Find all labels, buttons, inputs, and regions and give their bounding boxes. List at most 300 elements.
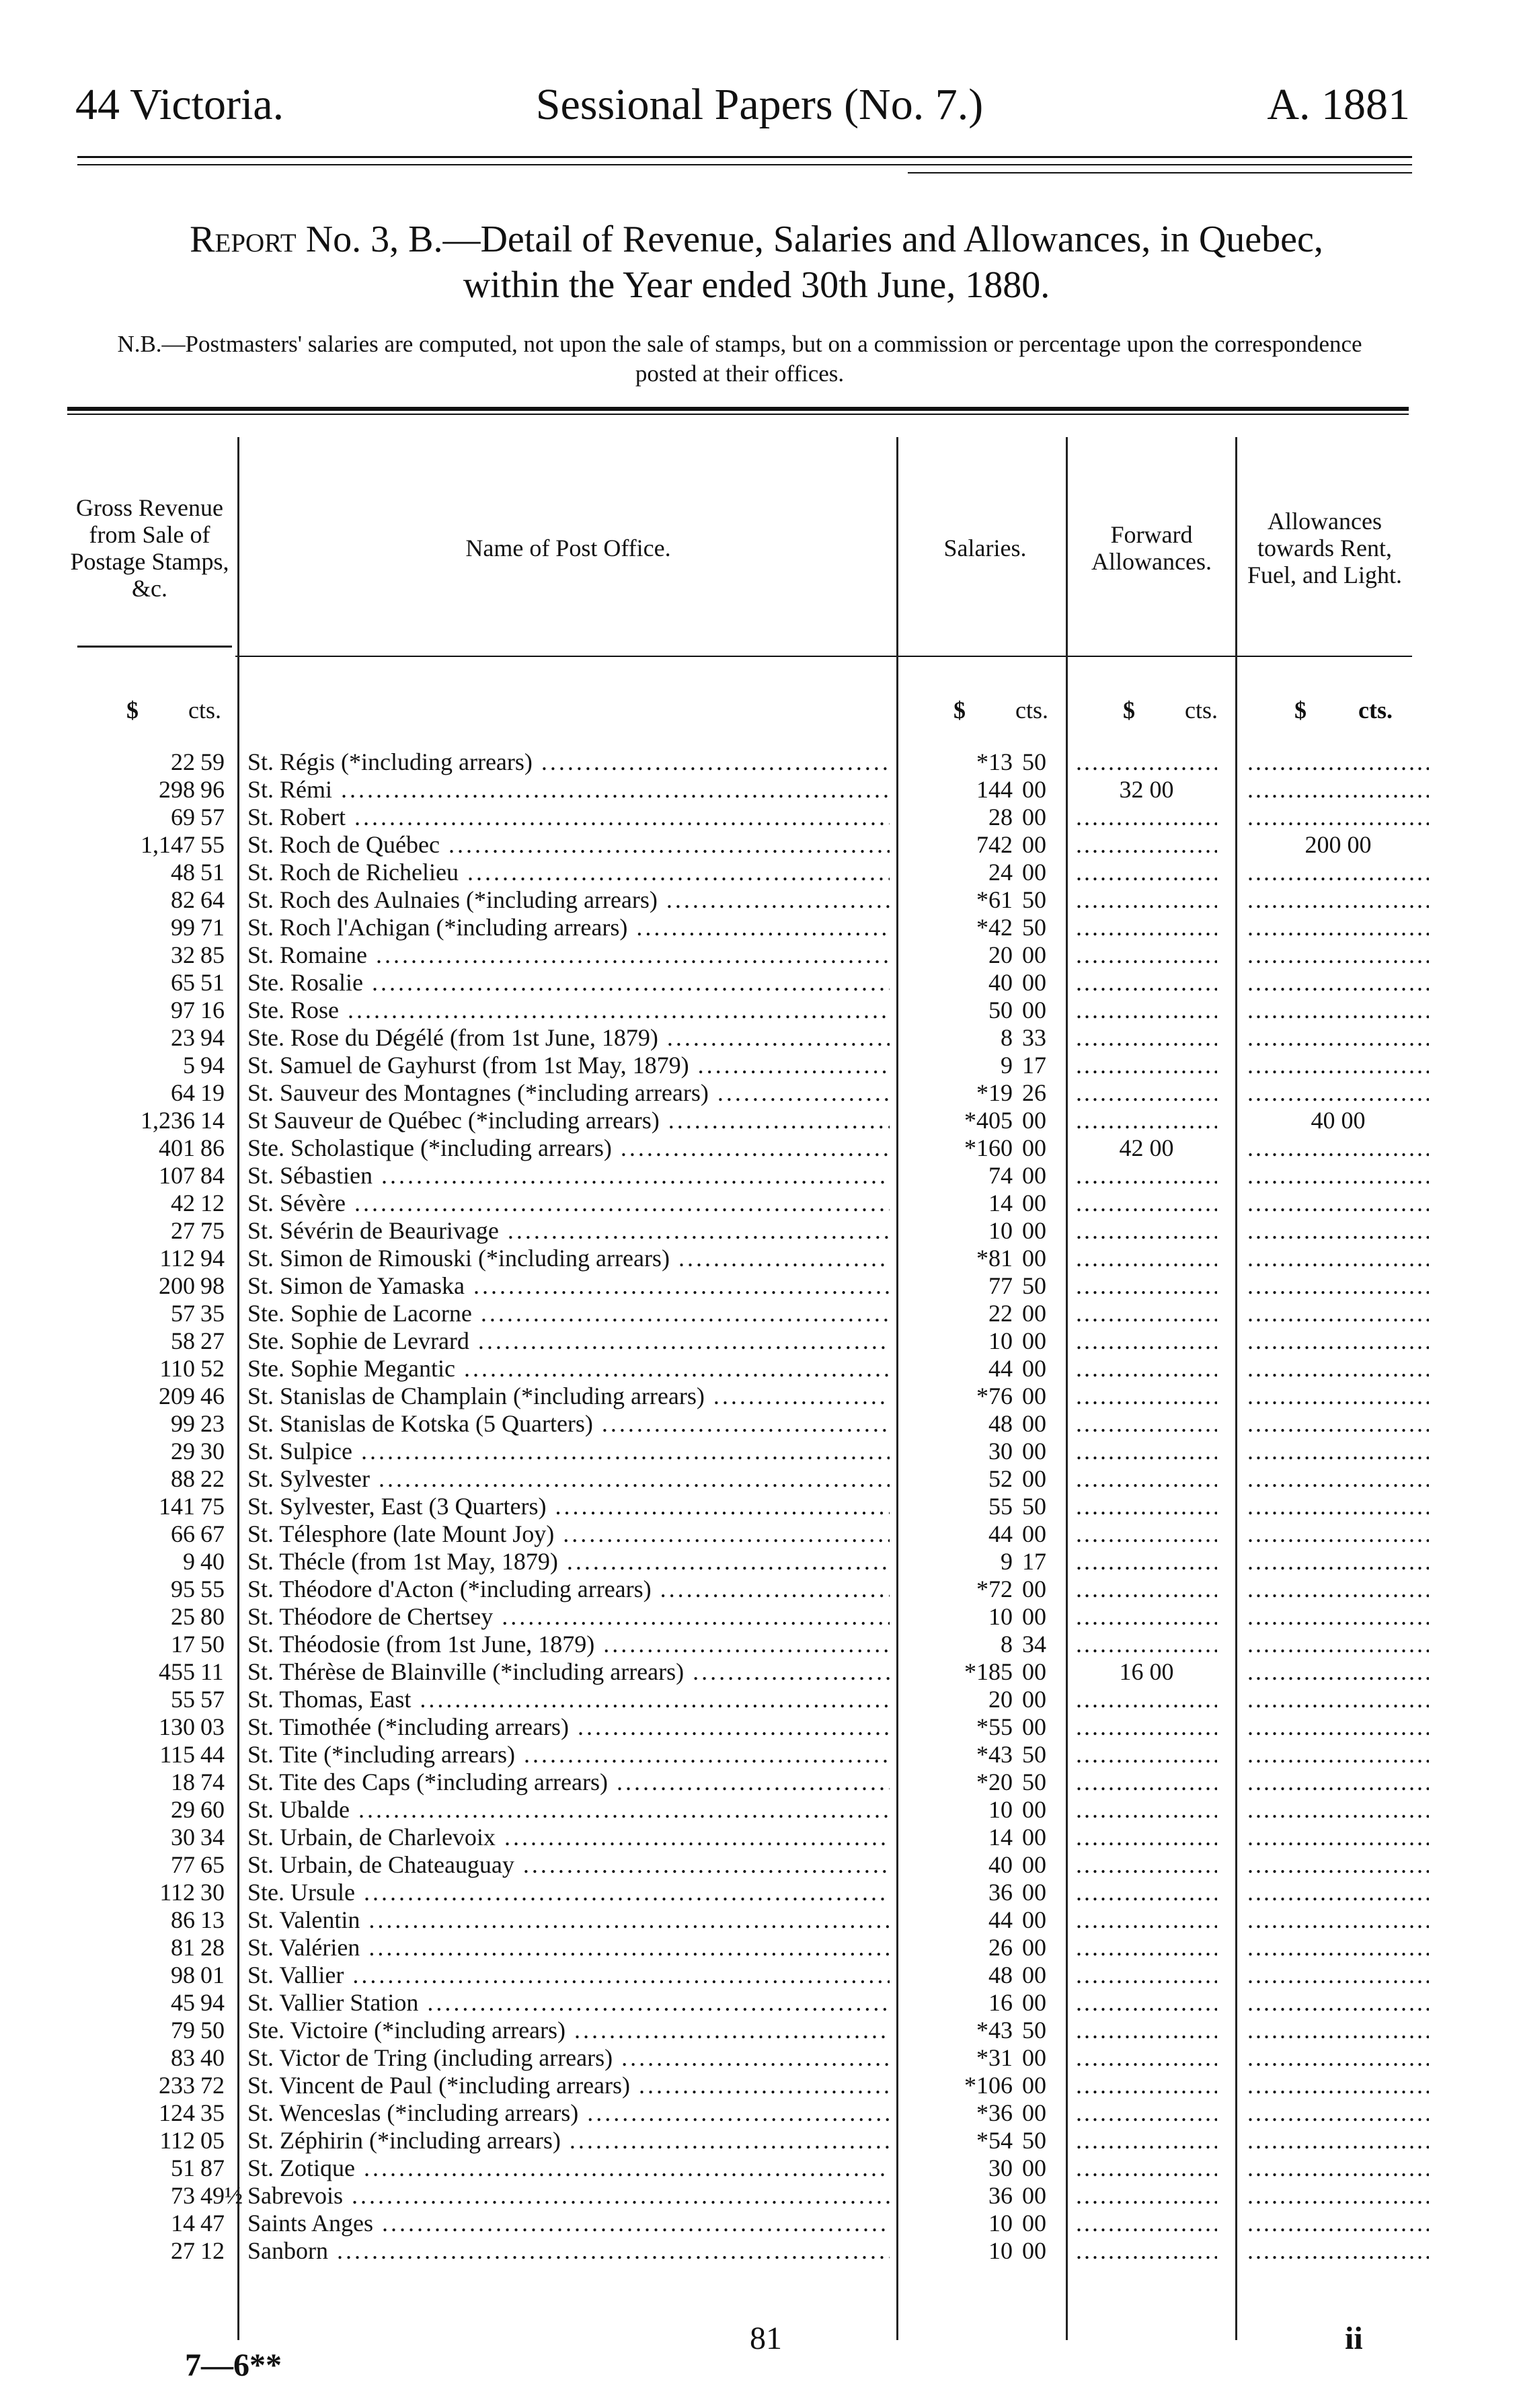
salary-dollars: 44 — [988, 1355, 1013, 1382]
revenue-cents: 34 — [200, 1824, 225, 1851]
table-row — [0, 1631, 1519, 1658]
salary-dollars: *185 — [964, 1658, 1013, 1685]
post-office-name: St. Sulpice ..... — [247, 1438, 890, 1465]
table-row — [0, 2099, 1519, 2127]
revenue-cents: 57 — [200, 1686, 225, 1713]
post-office-name: St. Zéphirin (*including arrears) ..... — [247, 2127, 890, 2154]
forward-allowance — [1076, 1989, 1217, 2017]
salary-cents: 00 — [1022, 859, 1046, 886]
post-office-name: St. Simon de Rimouski (*including arrears) ..... — [247, 1245, 890, 1272]
salary-cents: 00 — [1022, 1906, 1046, 1933]
post-office-name: St. Roch l'Achigan (*including arrears) ..... — [247, 914, 890, 941]
title-line2: within the Year ended 30th June, 1880. — [463, 264, 1050, 306]
revenue-cents: 94 — [200, 1989, 225, 2016]
forward-allowance — [1076, 997, 1217, 1024]
header-rule-2 — [77, 164, 1412, 165]
forward-allowance — [1076, 1327, 1217, 1355]
table-row — [0, 2237, 1519, 2265]
rent-fuel-light-allowance — [1247, 1686, 1429, 1713]
rent-fuel-light-allowance — [1247, 2237, 1429, 2265]
salary-cents: 00 — [1022, 1603, 1046, 1630]
revenue-dollars: 130 — [159, 1713, 195, 1740]
table-row — [0, 1190, 1519, 1217]
table-row — [0, 1272, 1519, 1300]
forward-allowance — [1076, 1024, 1217, 1052]
revenue-cents: 51 — [200, 969, 225, 996]
revenue-cents: 75 — [200, 1493, 225, 1520]
rent-fuel-light-allowance — [1247, 1162, 1429, 1190]
forward-allowance — [1076, 2072, 1217, 2099]
table-row — [0, 2182, 1519, 2210]
revenue-cents: 71 — [200, 914, 225, 941]
revenue-cents: 01 — [200, 1962, 225, 1988]
salary-cents: 26 — [1022, 1079, 1046, 1106]
post-office-name: Ste. Rose ..... — [247, 997, 890, 1024]
rent-fuel-light-allowance — [1247, 2099, 1429, 2127]
salary-dollars: 16 — [988, 1989, 1013, 2016]
forward-allowance — [1076, 1962, 1217, 1989]
salary-dollars: 24 — [988, 859, 1013, 886]
salary-dollars: *42 — [976, 914, 1013, 941]
rent-fuel-light-allowance — [1247, 1300, 1429, 1327]
unit-cents-revenue: cts. — [188, 697, 221, 724]
salary-dollars: 36 — [988, 2182, 1013, 2209]
revenue-dollars: 233 — [159, 2072, 195, 2099]
salary-cents: 00 — [1022, 1355, 1046, 1382]
salary-cents: 00 — [1022, 2154, 1046, 2181]
page-header — [0, 79, 1519, 140]
revenue-dollars: 14 — [171, 2210, 195, 2237]
col-header-office: Name of Post Office. — [465, 535, 671, 561]
salary-dollars: 36 — [988, 1879, 1013, 1906]
post-office-name: St. Roch de Québec ..... — [247, 831, 890, 859]
salary-dollars: 14 — [988, 1190, 1013, 1216]
post-office-name: St. Sévère ..... — [247, 1190, 890, 1217]
post-office-name: Sabrevois ..... — [247, 2182, 890, 2210]
forward-allowance — [1076, 1079, 1217, 1107]
table-row — [0, 1796, 1519, 1824]
forward-allowance — [1076, 941, 1217, 969]
table-row — [0, 1162, 1519, 1190]
unit-cents-salaries: cts. — [1015, 697, 1048, 724]
revenue-dollars: 51 — [171, 2154, 195, 2181]
table-row — [0, 1107, 1519, 1134]
rent-fuel-light-allowance — [1247, 1410, 1429, 1438]
salary-dollars: 26 — [988, 1934, 1013, 1961]
table-row — [0, 1520, 1519, 1548]
table-row — [0, 2154, 1519, 2182]
revenue-cents: 59 — [200, 748, 225, 775]
table-row — [0, 997, 1519, 1024]
rent-fuel-light-allowance — [1247, 2127, 1429, 2154]
revenue-cents: 50 — [200, 2017, 225, 2044]
salary-cents: 00 — [1022, 1658, 1046, 1685]
salary-cents: 00 — [1022, 1107, 1046, 1134]
post-office-name: St. Vincent de Paul (*including arrears) ..... — [247, 2072, 890, 2099]
unit-cents-allowances: cts. — [1358, 697, 1393, 724]
forward-allowance — [1076, 1796, 1217, 1824]
post-office-name: Ste. Ursule ..... — [247, 1879, 890, 1906]
salary-cents: 00 — [1022, 941, 1046, 968]
revenue-dollars: 455 — [159, 1658, 195, 1685]
forward-allowance — [1076, 2044, 1217, 2072]
revenue-cents: 86 — [200, 1134, 225, 1161]
rent-fuel-light-allowance — [1247, 804, 1429, 831]
revenue-dollars: 66 — [171, 1520, 195, 1547]
rent-fuel-light-allowance — [1247, 1989, 1429, 2017]
header-left: 44 Victoria. — [75, 80, 284, 129]
post-office-name: St. Thérèse de Blainville (*including arrears) ..... — [247, 1658, 890, 1686]
revenue-dollars: 9 — [183, 1548, 195, 1575]
revenue-cents: 80 — [200, 1603, 225, 1630]
salary-cents: 00 — [1022, 776, 1046, 803]
salary-dollars: *76 — [976, 1383, 1013, 1409]
table-row — [0, 831, 1519, 859]
rent-fuel-light-allowance — [1247, 1493, 1429, 1520]
rent-fuel-light-allowance — [1247, 1245, 1429, 1272]
revenue-cents: 87 — [200, 2154, 225, 2181]
salary-cents: 00 — [1022, 1576, 1046, 1602]
rent-fuel-light-allowance — [1247, 941, 1429, 969]
forward-allowance — [1076, 1631, 1217, 1658]
salary-dollars: 10 — [988, 2210, 1013, 2237]
unit-dollar-revenue: $ — [126, 697, 139, 724]
post-office-name: St. Stanislas de Kotska (5 Quarters) ..... — [247, 1410, 890, 1438]
post-office-name: St. Sauveur des Montagnes (*including arrears) ..... — [247, 1079, 890, 1107]
salary-cents: 00 — [1022, 1520, 1046, 1547]
forward-allowance — [1076, 1438, 1217, 1465]
table-row — [0, 1493, 1519, 1520]
forward-allowance — [1076, 2099, 1217, 2127]
table-top-rule — [67, 407, 1409, 411]
post-office-name: St. Robert ..... — [247, 804, 890, 831]
forward-allowance — [1076, 2017, 1217, 2044]
rent-fuel-light-allowance — [1247, 1272, 1429, 1300]
post-office-name: St. Stanislas de Champlain (*including arrears) ..... — [247, 1383, 890, 1410]
salary-cents: 50 — [1022, 2127, 1046, 2154]
revenue-dollars: 98 — [171, 1962, 195, 1988]
salary-dollars: 10 — [988, 1217, 1013, 1244]
rent-fuel-light-allowance — [1247, 1438, 1429, 1465]
rent-fuel-light-allowance — [1247, 2182, 1429, 2210]
title-line1: No. 3, B.—Detail of Revenue, Salaries and Allowances, in Quebec, — [296, 219, 1323, 260]
unit-dollar-allowances: $ — [1294, 697, 1307, 724]
salary-cents: 50 — [1022, 886, 1046, 913]
revenue-dollars: 42 — [171, 1190, 195, 1216]
revenue-cents: 74 — [200, 1769, 225, 1795]
revenue-cents: 12 — [200, 1190, 225, 1216]
revenue-cents: 16 — [200, 997, 225, 1023]
salary-dollars: 20 — [988, 1686, 1013, 1713]
post-office-name: St. Tite des Caps (*including arrears) ..... — [247, 1769, 890, 1796]
forward-allowance — [1076, 1520, 1217, 1548]
table-row — [0, 1769, 1519, 1796]
table-row — [0, 1300, 1519, 1327]
post-office-name: St. Timothée (*including arrears) ..... — [247, 1713, 890, 1741]
revenue-cents: 03 — [200, 1713, 225, 1740]
revenue-cents: 30 — [200, 1438, 225, 1465]
header-rule-3 — [908, 172, 1412, 173]
table-row — [0, 1686, 1519, 1713]
post-office-name: Ste. Sophie Megantic ..... — [247, 1355, 890, 1383]
salary-cents: 50 — [1022, 914, 1046, 941]
post-office-name: St. Thomas, East ..... — [247, 1686, 890, 1713]
forward-allowance — [1076, 1052, 1217, 1079]
revenue-dollars: 141 — [159, 1493, 195, 1520]
table-row — [0, 2044, 1519, 2072]
table-row — [0, 1438, 1519, 1465]
revenue-dollars: 27 — [171, 1217, 195, 1244]
revenue-dollars: 5 — [183, 1052, 195, 1079]
revenue-cents: 27 — [200, 1327, 225, 1354]
forward-allowance — [1076, 2210, 1217, 2237]
salary-dollars: *55 — [976, 1713, 1013, 1740]
post-office-name: St. Roch de Richelieu ..... — [247, 859, 890, 886]
rent-fuel-light-allowance — [1247, 1327, 1429, 1355]
salary-cents: 50 — [1022, 2017, 1046, 2044]
salary-dollars: 50 — [988, 997, 1013, 1023]
forward-allowance — [1076, 1824, 1217, 1851]
post-office-name: St. Thécle (from 1st May, 1879) ..... — [247, 1548, 890, 1576]
rent-fuel-light-allowance — [1247, 1052, 1429, 1079]
salary-cents: 00 — [1022, 1851, 1046, 1878]
forward-allowance — [1076, 2127, 1217, 2154]
unit-dollar-forward: $ — [1123, 697, 1135, 724]
salary-dollars: 40 — [988, 969, 1013, 996]
rent-fuel-light-allowance — [1247, 1079, 1429, 1107]
post-office-name: St. Vallier ..... — [247, 1962, 890, 1989]
table-row — [0, 2017, 1519, 2044]
revenue-dollars: 1,236 — [141, 1107, 195, 1134]
rent-fuel-light-allowance — [1247, 1769, 1429, 1796]
salary-cents: 00 — [1022, 1824, 1046, 1851]
post-office-name: St. Sylvester, East (3 Quarters) ..... — [247, 1493, 890, 1520]
salary-dollars: 30 — [988, 2154, 1013, 2181]
salary-cents: 50 — [1022, 1272, 1046, 1299]
table-row — [0, 1658, 1519, 1686]
post-office-name: St. Sévérin de Beaurivage ..... — [247, 1217, 890, 1245]
revenue-dollars: 115 — [159, 1741, 195, 1768]
salary-cents: 00 — [1022, 2099, 1046, 2126]
revenue-dollars: 55 — [171, 1686, 195, 1713]
table-row — [0, 1355, 1519, 1383]
header-rule-1 — [77, 156, 1412, 158]
post-office-name: St. Théodore d'Acton (*including arrears) ..... — [247, 1576, 890, 1603]
revenue-cents: 14 — [200, 1107, 225, 1134]
revenue-cents: 19 — [200, 1079, 225, 1106]
table-row — [0, 1383, 1519, 1410]
revenue-dollars: 112 — [159, 2127, 195, 2154]
forward-allowance — [1076, 1190, 1217, 1217]
salary-dollars: *13 — [976, 748, 1013, 775]
revenue-cents: 28 — [200, 1934, 225, 1961]
rent-fuel-light-allowance — [1247, 886, 1429, 914]
revenue-cents: 75 — [200, 1217, 225, 1244]
salary-cents: 00 — [1022, 1383, 1046, 1409]
rent-fuel-light-allowance — [1247, 969, 1429, 997]
post-office-name: St. Roch des Aulnaies (*including arrears) ..... — [247, 886, 890, 914]
salary-cents: 00 — [1022, 1796, 1046, 1823]
revenue-cents: 11 — [200, 1658, 224, 1685]
revenue-dollars: 79 — [171, 2017, 195, 2044]
rent-fuel-light-allowance — [1247, 1383, 1429, 1410]
salary-dollars: *61 — [976, 886, 1013, 913]
salary-cents: 00 — [1022, 1713, 1046, 1740]
revenue-dollars: 58 — [171, 1327, 195, 1354]
salary-dollars: *19 — [976, 1079, 1013, 1106]
salary-dollars: 10 — [988, 1327, 1013, 1354]
post-office-name: St Sauveur de Québec (*including arrears) ..... — [247, 1107, 890, 1134]
rent-fuel-light-allowance — [1247, 1355, 1429, 1383]
forward-allowance — [1076, 2182, 1217, 2210]
table-row — [0, 1824, 1519, 1851]
salary-cents: 50 — [1022, 1493, 1046, 1520]
forward-allowance — [1076, 1906, 1217, 1934]
revenue-dollars: 69 — [171, 804, 195, 830]
salary-dollars: 52 — [988, 1465, 1013, 1492]
revenue-cents: 55 — [200, 1576, 225, 1602]
salary-dollars: 8 — [1001, 1631, 1013, 1658]
table-row — [0, 859, 1519, 886]
salary-cents: 00 — [1022, 1134, 1046, 1161]
revenue-dollars: 110 — [159, 1355, 195, 1382]
revenue-cents: 12 — [200, 2237, 225, 2264]
salary-cents: 33 — [1022, 1024, 1046, 1051]
post-office-name: St. Vallier Station ..... — [247, 1989, 890, 2017]
salary-dollars: *72 — [976, 1576, 1013, 1602]
post-office-name: Ste. Sophie de Levrard ..... — [247, 1327, 890, 1355]
revenue-cents: 35 — [200, 1300, 225, 1327]
salary-dollars: 742 — [976, 831, 1013, 858]
revenue-cents: 94 — [200, 1052, 225, 1079]
revenue-dollars: 29 — [171, 1796, 195, 1823]
rent-fuel-light-allowance — [1247, 776, 1429, 804]
revenue-dollars: 65 — [171, 969, 195, 996]
table-row — [0, 1134, 1519, 1162]
table-row — [0, 2210, 1519, 2237]
salary-dollars: 10 — [988, 1603, 1013, 1630]
rent-fuel-light-allowance — [1247, 1603, 1429, 1631]
col-header-allowances: Allowances towards Rent, Fuel, and Light. — [1247, 508, 1402, 588]
revenue-cents: 57 — [200, 804, 225, 830]
post-office-name: St. Victor de Tring (including arrears) ..... — [247, 2044, 890, 2072]
rent-fuel-light-allowance — [1247, 1134, 1429, 1162]
table-row — [0, 969, 1519, 997]
revenue-dollars: 124 — [159, 2099, 195, 2126]
salary-dollars: 20 — [988, 941, 1013, 968]
revenue-cents: 30 — [200, 1879, 225, 1906]
post-office-name: St. Urbain, de Chateauguay ..... — [247, 1851, 890, 1879]
revenue-dollars: 209 — [159, 1383, 195, 1409]
salary-dollars: 40 — [988, 1851, 1013, 1878]
post-office-name: St. Valentin ..... — [247, 1906, 890, 1934]
post-office-name: St. Simon de Yamaska ..... — [247, 1272, 890, 1300]
salary-dollars: 22 — [988, 1300, 1013, 1327]
salary-cents: 00 — [1022, 1245, 1046, 1272]
rent-fuel-light-allowance — [1247, 1465, 1429, 1493]
table-row — [0, 941, 1519, 969]
salary-cents: 00 — [1022, 2044, 1046, 2071]
salary-cents: 00 — [1022, 1934, 1046, 1961]
salary-dollars: 30 — [988, 1438, 1013, 1465]
post-office-name: St. Régis (*including arrears) ..... — [247, 748, 890, 776]
forward-allowance — [1076, 886, 1217, 914]
table-row — [0, 1548, 1519, 1576]
revenue-dollars: 23 — [171, 1024, 195, 1051]
table-row — [0, 1879, 1519, 1906]
forward-allowance — [1076, 1217, 1217, 1245]
revenue-dollars: 1,147 — [141, 831, 195, 858]
table-row — [0, 1052, 1519, 1079]
rent-fuel-light-allowance — [1247, 1962, 1429, 1989]
revenue-dollars: 29 — [171, 1438, 195, 1465]
forward-allowance — [1076, 1410, 1217, 1438]
postmaster-note: N.B.—Postmasters' salaries are computed, not upon the sale of stamps, but on a commission or percentage upon the correspondence posted at their offices. — [117, 331, 1362, 387]
post-office-name: Ste. Sophie de Lacorne ..... — [247, 1300, 890, 1327]
salary-dollars: 74 — [988, 1162, 1013, 1189]
table-row — [0, 748, 1519, 776]
table-row — [0, 1410, 1519, 1438]
revenue-dollars: 298 — [159, 776, 195, 803]
salary-cents: 00 — [1022, 1327, 1046, 1354]
unit-dollar-salaries: $ — [953, 697, 966, 724]
forward-allowance — [1076, 1934, 1217, 1962]
salary-cents: 34 — [1022, 1631, 1046, 1658]
revenue-cents: 47 — [200, 2210, 225, 2237]
title-lead: Report — [190, 219, 297, 260]
post-office-name: St. Wenceslas (*including arrears) ..... — [247, 2099, 890, 2127]
salary-cents: 50 — [1022, 1769, 1046, 1795]
rent-fuel-light-allowance — [1247, 1879, 1429, 1906]
salary-dollars: *106 — [964, 2072, 1013, 2099]
revenue-dollars: 99 — [171, 914, 195, 941]
revenue-cents: 98 — [200, 1272, 225, 1299]
revenue-dollars: 27 — [171, 2237, 195, 2264]
rent-fuel-light-allowance — [1247, 859, 1429, 886]
salary-cents: 00 — [1022, 1962, 1046, 1988]
salary-cents: 00 — [1022, 1217, 1046, 1244]
forward-allowance — [1076, 1603, 1217, 1631]
revenue-dollars: 97 — [171, 997, 195, 1023]
revenue-cents: 84 — [200, 1162, 225, 1189]
rent-fuel-light-allowance — [1247, 1824, 1429, 1851]
table-row — [0, 804, 1519, 831]
post-office-name: St. Valérien ..... — [247, 1934, 890, 1962]
col-header-salaries: Salaries. — [943, 535, 1027, 561]
forward-allowance — [1076, 831, 1217, 859]
salary-dollars: 9 — [1001, 1548, 1013, 1575]
rent-fuel-light-allowance — [1247, 1217, 1429, 1245]
rent-fuel-light-allowance — [1247, 2154, 1429, 2182]
salary-cents: 00 — [1022, 1686, 1046, 1713]
salary-cents: 00 — [1022, 2237, 1046, 2264]
revenue-dollars: 82 — [171, 886, 195, 913]
col-header-forward: Forward Allowances. — [1091, 521, 1212, 575]
table-row — [0, 2127, 1519, 2154]
table-row — [0, 1079, 1519, 1107]
forward-allowance — [1076, 1769, 1217, 1796]
salary-cents: 00 — [1022, 1300, 1046, 1327]
header-right: A. 1881 — [1267, 80, 1410, 129]
revenue-cents: 64 — [200, 886, 225, 913]
rent-fuel-light-allowance — [1247, 1741, 1429, 1769]
table-row — [0, 1217, 1519, 1245]
revenue-dollars: 57 — [171, 1300, 195, 1327]
revenue-cents: 35 — [200, 2099, 225, 2126]
table-row — [0, 886, 1519, 914]
salary-cents: 00 — [1022, 1465, 1046, 1492]
revenue-cents: 85 — [200, 941, 225, 968]
